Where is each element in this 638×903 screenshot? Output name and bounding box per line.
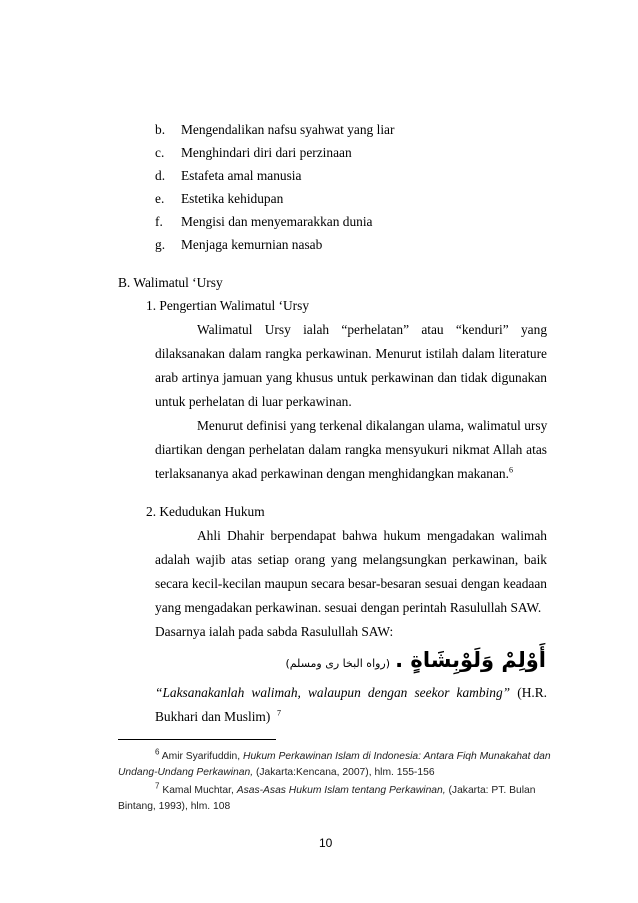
footnote: $^7$ Kamal Muchtar, Asas-Asas Hukum Islam tentang Perkawinan, (Jakarta: PT. Bulan xyxy=(155,781,536,796)
paragraph-line: Walimatul Ursy ialah “perhelatan” atau “kenduri” yang xyxy=(197,322,548,337)
footnote-ref: 7 xyxy=(277,708,282,718)
paragraph-line: Dasarnya ialah pada sabda Rasulullah SAW: xyxy=(155,624,394,639)
list-item: b. Mengendalikan nafsu syahwat yang liar xyxy=(155,122,395,137)
list-item: e. Estetika kehidupan xyxy=(155,191,284,206)
footnote-continued: Bintang, 1993), hlm. 108 xyxy=(118,801,231,812)
footnote-separator xyxy=(118,739,276,740)
paragraph-line: Ahli Dhahir berpendapat bahwa hukum mengadakan walimah xyxy=(197,528,547,543)
subsection-heading: 1. Pengertian Walimatul ‘Ursy xyxy=(146,298,310,313)
paragraph-line: yang mengadakan perkawinan. sesuai dengan perintah Rasulullah SAW. xyxy=(155,600,542,615)
subsection-heading: 2. Kedudukan Hukum xyxy=(146,504,265,519)
list-item: g. Menjaga kemurnian nasab xyxy=(155,237,323,252)
page-number: 10 xyxy=(319,836,333,850)
footnote: $^6$ Amir Syarifuddin, Hukum Perkawinan Islam di Indonesia: Antara Fiqh Munakahat dan xyxy=(155,747,551,762)
arabic-hadith: أَوْلِمْ وَلَوْبِشَاةٍ . (رواه البخا رى ومسلم) xyxy=(285,648,546,672)
paragraph-line: Bukhari dan Muslim) $^7$ xyxy=(155,708,282,724)
paragraph-line: diartikan dengan perhelatan dalam rangka mensyukuri nikmat Allah atas xyxy=(155,442,547,457)
section-heading: B. Walimatul ‘Ursy xyxy=(118,275,223,290)
footnote-continued: Undang-Undang Perkawinan, (Jakarta:Kencana, 2007), hlm. 155-156 xyxy=(118,767,435,778)
paragraph-line: dilaksanakan dalam rangka perkawinan. Menurut istilah dalam literature xyxy=(155,346,547,361)
list-item: f. Mengisi dan menyemarakkan dunia xyxy=(155,214,373,229)
list-item: d. Estafeta amal manusia xyxy=(155,168,302,183)
translation-quote: “Laksanakanlah walimah, walaupun dengan seekor kambing” (H.R. xyxy=(155,685,547,700)
paragraph-line: untuk perhelatan di luar perkawinan. xyxy=(155,394,352,409)
list-item: c. Menghindari diri dari perzinaan xyxy=(155,145,352,160)
footnote-ref: 6 xyxy=(508,465,513,475)
paragraph-line: adalah wajib atas setiap orang yang melangsungkan perkawinan, baik xyxy=(155,552,547,567)
paragraph-line: terlaksananya akad perkawinan dengan menghidangkan makanan.$^6$ xyxy=(155,465,513,481)
paragraph-line: Menurut definisi yang terkenal dikalangan ulama, walimatul ursy xyxy=(197,418,548,433)
paragraph-line: secara kecil-kecilan maupun secara besar-besaran sesuai dengan keadaan xyxy=(155,576,547,591)
paragraph-line: arab artinya jamuan yang khusus untuk perkawinan dan tidak digunakan xyxy=(155,370,547,385)
